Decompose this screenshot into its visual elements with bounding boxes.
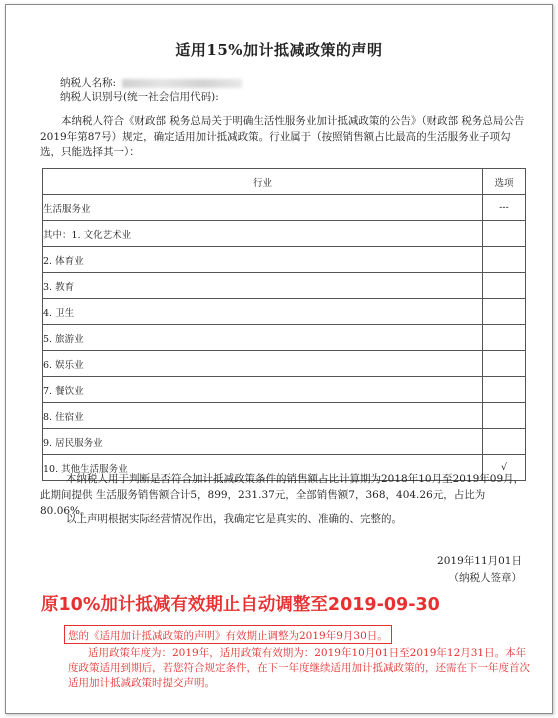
table-row <box>43 429 526 455</box>
table-row <box>43 403 526 429</box>
industry-label: 9. 居民服务业 <box>43 429 483 455</box>
document-title: 适用15%加计抵减政策的声明 <box>175 41 383 59</box>
industry-label: 5. 旅游业 <box>43 325 483 351</box>
industry-option-checkbox[interactable] <box>483 429 526 455</box>
industry-label: 2. 体育业 <box>43 247 483 273</box>
industry-option-checkbox[interactable] <box>483 247 526 273</box>
table-row <box>43 299 526 325</box>
industry-option-checkbox[interactable]: √ <box>483 455 526 481</box>
adjustment-banner: 原10%加计抵减有效期止自动调整至2019-09-30 <box>41 595 440 615</box>
declaration-document <box>5 4 553 714</box>
industry-option-checkbox[interactable] <box>483 377 526 403</box>
taxpayer-name-label: 纳税人名称: <box>60 77 117 89</box>
industry-option-checkbox[interactable] <box>483 403 526 429</box>
sales-ratio-statement: 本纳税人用于判断是否符合加计抵减政策条件的销售额占比计算期为2018年10月至2019年09月，此期间提供 生活服务销售额合计5，899，231.37元，全部销售额7，368，404.26元，占比为 80.06%。 <box>40 473 525 517</box>
industry-label: 4. 卫生 <box>43 299 483 325</box>
industry-label: 10. 其他生活服务业 <box>43 455 483 481</box>
taxpayer-id-row <box>60 89 219 104</box>
table-row <box>43 221 526 247</box>
table-row <box>43 377 526 403</box>
policy-period-notice: 适用政策年度为：2019年，适用政策有效期为：2019年10月01日至2019年12月31日。本年度政策适用到期后，若您符合规定条件，在下一年度继续适用加计抵减政策的，还需在下一年度首次适用加计抵减政策时提交声明。 <box>68 647 530 689</box>
industry-option-checkbox[interactable] <box>483 325 526 351</box>
validity-notice: 您的《适用加计抵减政策的声明》有效期止调整为2019年9月30日。 <box>68 630 388 642</box>
table-header-row <box>43 169 526 195</box>
table-row <box>43 247 526 273</box>
table-row-category <box>43 195 526 221</box>
industry-option-checkbox[interactable] <box>483 351 526 377</box>
industry-label: 6. 娱乐业 <box>43 351 483 377</box>
industry-label: 3. 教育 <box>43 273 483 299</box>
table-row <box>43 325 526 351</box>
taxpayer-name-row <box>60 75 242 90</box>
industry-label: 其中：1. 文化艺术业 <box>43 221 483 247</box>
category-label: 生活服务业 <box>43 195 483 221</box>
industry-label: 8. 住宿业 <box>43 403 483 429</box>
declaration-date: 2019年11月01日 <box>437 555 522 567</box>
redacted-taxpayer-name <box>122 79 242 88</box>
table-row <box>43 351 526 377</box>
truthfulness-statement: 以上声明根据实际经营情况作出，我确定它是真实的、准确的、完整的。 <box>66 513 402 525</box>
industry-label: 7. 餐饮业 <box>43 377 483 403</box>
declaration-intro: 本纳税人符合《财政部 税务总局关于明确生活性服务业加计抵减政策的公告》（财政部 税务总局公告2019年第87号）规定，确定适用加计抵减政策。行业属于（按照销售额占比最高的生活服务业子项勾选，只能选择其一）： <box>40 115 525 158</box>
header-industry: 行业 <box>43 169 483 195</box>
industry-option-checkbox[interactable] <box>483 273 526 299</box>
industry-option-checkbox[interactable] <box>483 221 526 247</box>
category-option: --- <box>483 195 526 221</box>
taxpayer-signature-label: （纳税人签章） <box>448 572 522 584</box>
taxpayer-id-label: 纳税人识别号(统一社会信用代码): <box>60 91 219 103</box>
table-row <box>43 273 526 299</box>
header-option: 选项 <box>483 169 526 195</box>
industry-table <box>42 168 526 481</box>
industry-option-checkbox[interactable] <box>483 299 526 325</box>
